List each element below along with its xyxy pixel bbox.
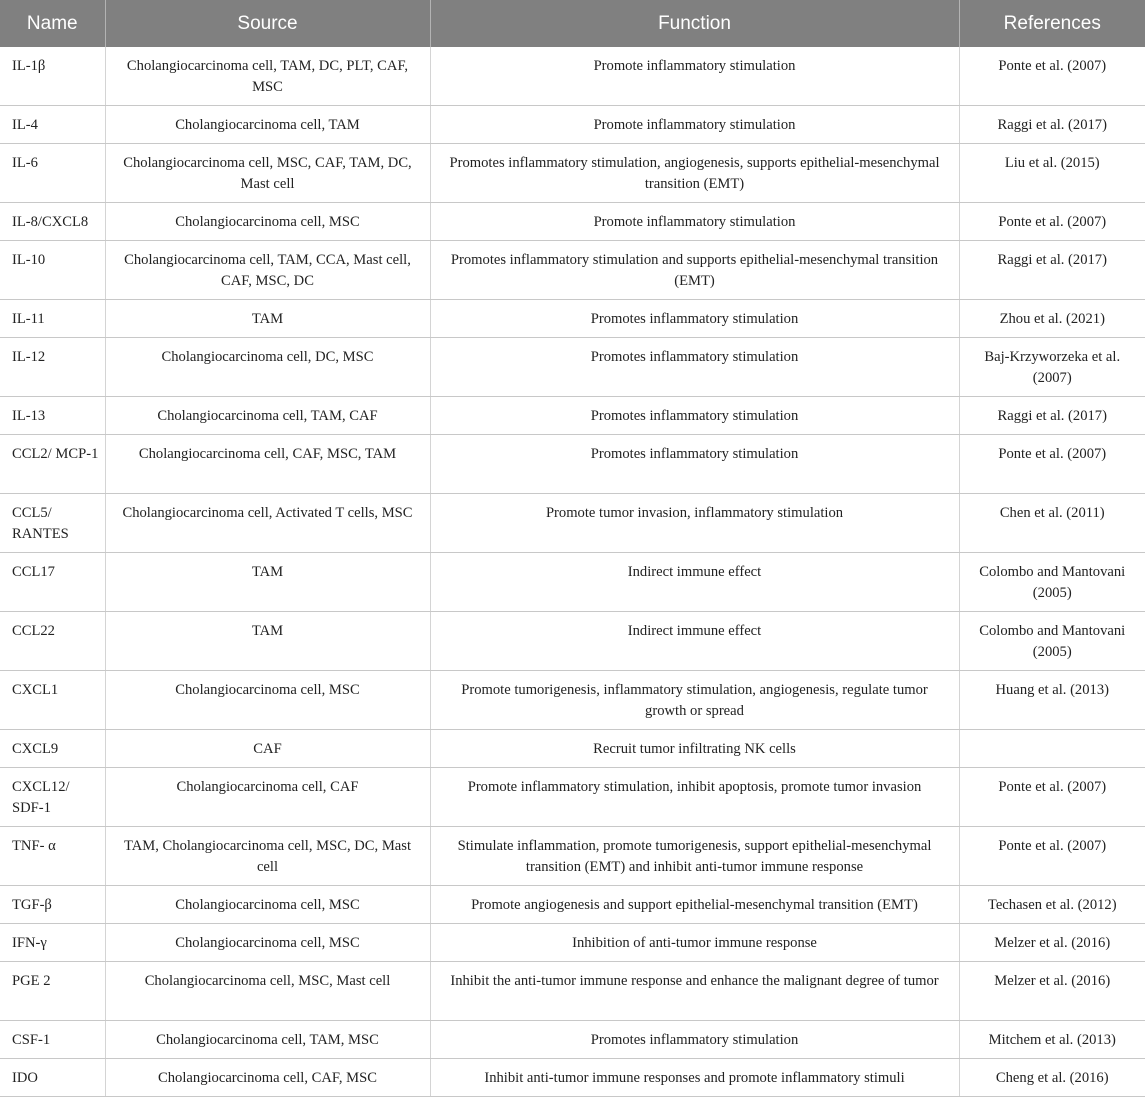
- cell-name: IL-1β: [0, 47, 105, 106]
- cell-name: IL-10: [0, 241, 105, 300]
- cell-reference: Raggi et al. (2017): [959, 106, 1145, 144]
- cell-function: Inhibit the anti-tumor immune response and enhance the malignant degree of tumor: [430, 962, 959, 1021]
- cell-source: Cholangiocarcinoma cell, MSC: [105, 203, 430, 241]
- header-row: [0, 0, 1145, 47]
- cell-function: Promotes inflammatory stimulation: [430, 1021, 959, 1059]
- cell-source: Cholangiocarcinoma cell, TAM: [105, 106, 430, 144]
- cell-name: CXCL9: [0, 730, 105, 768]
- cell-function: Promotes inflammatory stimulation: [430, 338, 959, 397]
- cell-name: CSF-1: [0, 1021, 105, 1059]
- cell-reference: Raggi et al. (2017): [959, 241, 1145, 300]
- cell-reference: Ponte et al. (2007): [959, 203, 1145, 241]
- cell-name: CCL5/ RANTES: [0, 494, 105, 553]
- cell-reference: Raggi et al. (2017): [959, 397, 1145, 435]
- cell-function: Stimulate inflammation, promote tumorigenesis, support epithelial-mesenchymal transition (EMT) and inhibit anti-tumor immune response: [430, 827, 959, 886]
- cell-function: Promotes inflammatory stimulation, angiogenesis, supports epithelial-mesenchymal transition (EMT): [430, 144, 959, 203]
- cell-function: Promote inflammatory stimulation, inhibit apoptosis, promote tumor invasion: [430, 768, 959, 827]
- cell-source: Cholangiocarcinoma cell, CAF, MSC: [105, 1059, 430, 1097]
- cell-function: Promote tumor invasion, inflammatory stimulation: [430, 494, 959, 553]
- cell-function: Indirect immune effect: [430, 612, 959, 671]
- cell-name: CCL2/ MCP-1: [0, 435, 105, 494]
- cell-source: Cholangiocarcinoma cell, Activated T cells, MSC: [105, 494, 430, 553]
- cell-function: Promotes inflammatory stimulation: [430, 435, 959, 494]
- cell-reference: Baj-Krzyworzeka et al. (2007): [959, 338, 1145, 397]
- table-row: [0, 924, 1145, 962]
- cell-name: IL-6: [0, 144, 105, 203]
- cell-name: IFN-γ: [0, 924, 105, 962]
- cell-name: IDO: [0, 1059, 105, 1097]
- table-row: [0, 435, 1145, 494]
- cell-reference: Ponte et al. (2007): [959, 47, 1145, 106]
- cell-reference: Ponte et al. (2007): [959, 827, 1145, 886]
- table-row: [0, 144, 1145, 203]
- table-row: [0, 338, 1145, 397]
- cell-source: TAM: [105, 612, 430, 671]
- table-row: [0, 886, 1145, 924]
- cell-reference: Liu et al. (2015): [959, 144, 1145, 203]
- cell-source: Cholangiocarcinoma cell, MSC: [105, 886, 430, 924]
- cell-source: Cholangiocarcinoma cell, CAF, MSC, TAM: [105, 435, 430, 494]
- table-header: [0, 0, 1145, 47]
- cell-function: Promotes inflammatory stimulation: [430, 397, 959, 435]
- cell-source: Cholangiocarcinoma cell, MSC, Mast cell: [105, 962, 430, 1021]
- cell-name: CXCL12/ SDF-1: [0, 768, 105, 827]
- table-row: [0, 47, 1145, 106]
- table-row: [0, 203, 1145, 241]
- table-row: [0, 730, 1145, 768]
- cell-source: Cholangiocarcinoma cell, TAM, CAF: [105, 397, 430, 435]
- cell-reference: Ponte et al. (2007): [959, 768, 1145, 827]
- table-row: [0, 827, 1145, 886]
- cell-reference: Mitchem et al. (2013): [959, 1021, 1145, 1059]
- table-body: [0, 47, 1145, 1097]
- table-row: [0, 1059, 1145, 1097]
- cell-name: IL-13: [0, 397, 105, 435]
- cell-source: TAM, Cholangiocarcinoma cell, MSC, DC, Mast cell: [105, 827, 430, 886]
- table-row: [0, 300, 1145, 338]
- cell-source: Cholangiocarcinoma cell, TAM, MSC: [105, 1021, 430, 1059]
- cell-name: CXCL1: [0, 671, 105, 730]
- header-function: Function: [430, 0, 959, 47]
- cell-source: Cholangiocarcinoma cell, MSC: [105, 671, 430, 730]
- header-references: References: [959, 0, 1145, 47]
- cell-function: Promote tumorigenesis, inflammatory stimulation, angiogenesis, regulate tumor growth or spread: [430, 671, 959, 730]
- cell-function: Promotes inflammatory stimulation: [430, 300, 959, 338]
- cell-source: Cholangiocarcinoma cell, CAF: [105, 768, 430, 827]
- cell-name: IL-8/CXCL8: [0, 203, 105, 241]
- cell-reference: Cheng et al. (2016): [959, 1059, 1145, 1097]
- cell-source: Cholangiocarcinoma cell, MSC, CAF, TAM, DC, Mast cell: [105, 144, 430, 203]
- header-source: Source: [105, 0, 430, 47]
- cell-source: CAF: [105, 730, 430, 768]
- cell-function: Promotes inflammatory stimulation and supports epithelial-mesenchymal transition (EMT): [430, 241, 959, 300]
- table-row: [0, 612, 1145, 671]
- cell-reference: Colombo and Mantovani (2005): [959, 553, 1145, 612]
- cell-name: IL-4: [0, 106, 105, 144]
- cell-reference: Colombo and Mantovani (2005): [959, 612, 1145, 671]
- table-row: [0, 768, 1145, 827]
- table-row: [0, 671, 1145, 730]
- table-row: [0, 397, 1145, 435]
- cell-source: Cholangiocarcinoma cell, DC, MSC: [105, 338, 430, 397]
- cell-reference: Zhou et al. (2021): [959, 300, 1145, 338]
- cell-name: PGE 2: [0, 962, 105, 1021]
- cell-name: IL-11: [0, 300, 105, 338]
- table-row: [0, 494, 1145, 553]
- cell-function: Promote inflammatory stimulation: [430, 106, 959, 144]
- table-row: [0, 241, 1145, 300]
- cell-function: Inhibition of anti-tumor immune response: [430, 924, 959, 962]
- cell-reference: Ponte et al. (2007): [959, 435, 1145, 494]
- cell-name: CCL17: [0, 553, 105, 612]
- table-row: [0, 106, 1145, 144]
- cell-function: Inhibit anti-tumor immune responses and promote inflammatory stimuli: [430, 1059, 959, 1097]
- cell-function: Recruit tumor infiltrating NK cells: [430, 730, 959, 768]
- cell-name: TGF-β: [0, 886, 105, 924]
- cell-name: IL-12: [0, 338, 105, 397]
- cell-source: TAM: [105, 553, 430, 612]
- cell-function: Promote angiogenesis and support epithelial-mesenchymal transition (EMT): [430, 886, 959, 924]
- cell-function: Indirect immune effect: [430, 553, 959, 612]
- cell-function: Promote inflammatory stimulation: [430, 47, 959, 106]
- cell-source: Cholangiocarcinoma cell, TAM, CCA, Mast cell, CAF, MSC, DC: [105, 241, 430, 300]
- cell-reference: Chen et al. (2011): [959, 494, 1145, 553]
- cell-reference: Melzer et al. (2016): [959, 924, 1145, 962]
- table-row: [0, 553, 1145, 612]
- cell-name: TNF- α: [0, 827, 105, 886]
- cell-name: CCL22: [0, 612, 105, 671]
- cell-source: Cholangiocarcinoma cell, TAM, DC, PLT, CAF, MSC: [105, 47, 430, 106]
- table-row: [0, 962, 1145, 1021]
- cell-reference: [959, 730, 1145, 768]
- cell-reference: Techasen et al. (2012): [959, 886, 1145, 924]
- cell-source: Cholangiocarcinoma cell, MSC: [105, 924, 430, 962]
- cell-function: Promote inflammatory stimulation: [430, 203, 959, 241]
- header-name: Name: [0, 0, 105, 47]
- cell-reference: Huang et al. (2013): [959, 671, 1145, 730]
- cell-reference: Melzer et al. (2016): [959, 962, 1145, 1021]
- table-row: [0, 1021, 1145, 1059]
- cell-source: TAM: [105, 300, 430, 338]
